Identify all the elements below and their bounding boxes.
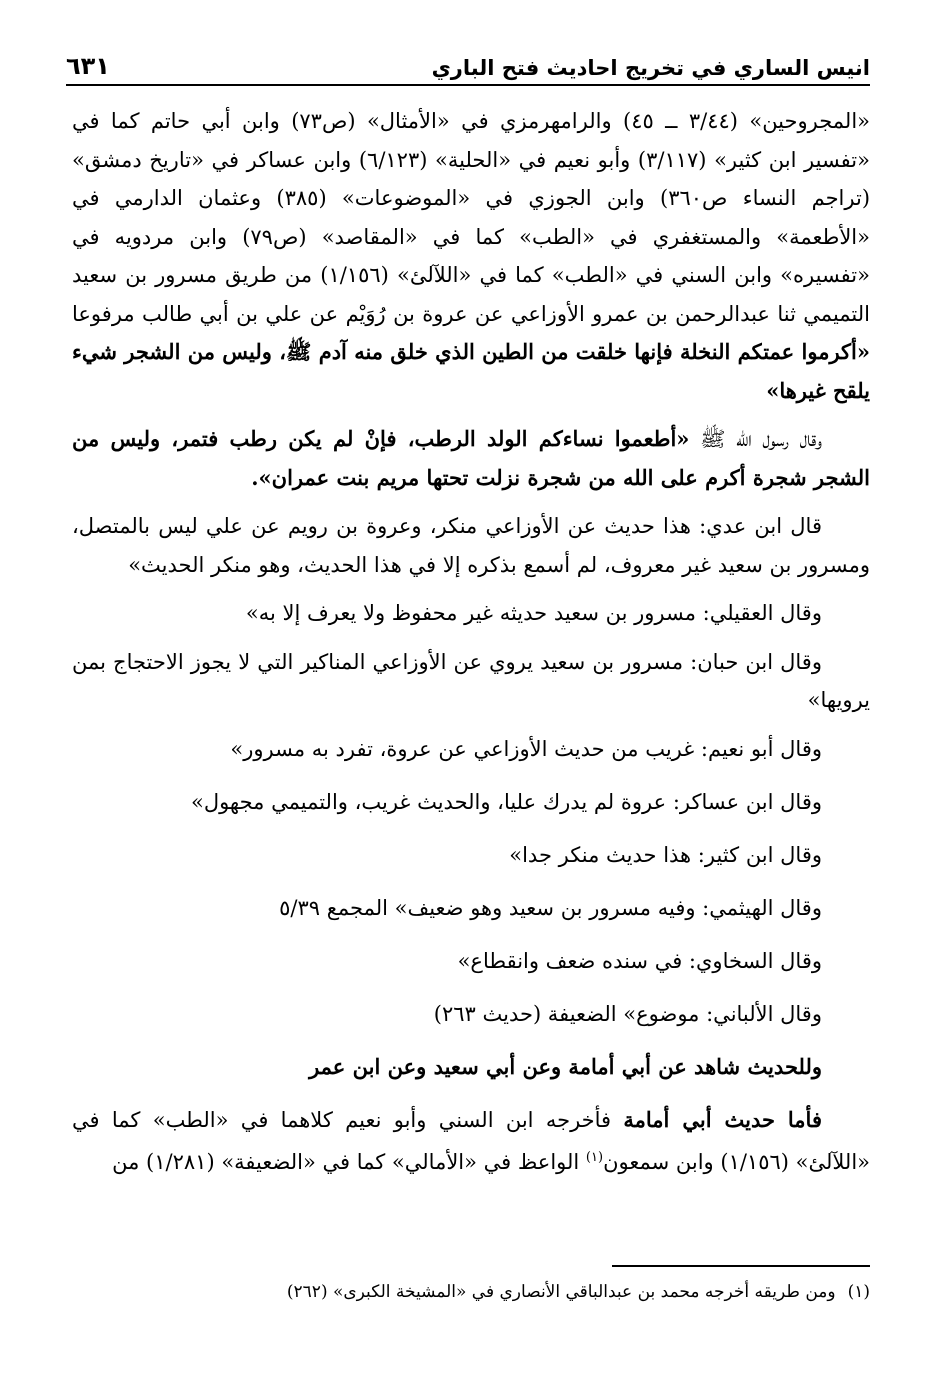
paragraph-ibn-adi: قال ابن عدي: هذا حديث عن الأوزاعي منكر، وعروة بن رويم عن علي ليس بالمتصل، ومسرور بن سعيد غير معروف، لم أسمع بذكره إلا في هذا الحديث، وهو منكر الحديث» xyxy=(72,514,870,577)
abu-umama-heading: فأما حديث أبي أمامة xyxy=(623,1106,822,1132)
footnote-ref[interactable]: (١) xyxy=(585,1150,604,1165)
quote-albani: وقال الألباني: موضوع» الضعيفة (حديث ٢٦٣) xyxy=(433,1001,822,1026)
footnote-divider xyxy=(612,1265,870,1267)
hadith-text-bold: «أكرموا عمتكم النخلة فإنها خلقت من الطين الذي خلق منه آدم ﷺ، وليس من الشجر شيء يلقح غيرها» xyxy=(72,339,870,403)
quote-sakhawi: وقال السخاوي: في سنده ضعف وانقطاع» xyxy=(457,948,822,973)
page-header xyxy=(66,42,870,86)
second-hadith-intro: وقال رسول الله ﷺ xyxy=(689,427,822,451)
quote-haythami: وقال الهيثمي: وفيه مسرور بن سعيد وهو ضعيف» المجمع ٥/٣٩ xyxy=(279,895,822,920)
paragraph-sources xyxy=(72,102,870,410)
quote-ibn-kathir: وقال ابن كثير: هذا حديث منكر جدا» xyxy=(509,842,822,867)
shahid-heading-text: وللحديث شاهد عن أبي أمامة وعن أبي سعيد وعن ابن عمر xyxy=(309,1053,822,1079)
quote-ibn-asakir: وقال ابن عساكر: عروة لم يدرك عليا، والحديث غريب، والتميمي مجهول» xyxy=(190,789,822,814)
paragraph-second-hadith xyxy=(72,420,870,497)
shahid-heading xyxy=(72,1048,870,1087)
paragraph-abu-umama xyxy=(72,1101,870,1182)
running-title: انيس الساري في تخريج احاديث فتح الباري xyxy=(431,56,870,80)
main-text xyxy=(72,102,870,1192)
abu-umama-text-b: الواعظ في «الأمالي» كما في «الضعيفة» (١/٢٨١) من xyxy=(112,1150,586,1174)
paragraph-ibn-hibban: وقال ابن حبان: مسرور بن سعيد يروي عن الأوزاعي المناكير التي لا يجوز الاحتجاج بمن يرويها» xyxy=(72,649,870,712)
footnote-number: (١) xyxy=(847,1282,870,1302)
abu-umama-text-a: فأخرجه ابن السني وأبو نعيم كلاهما في «الطب» كما في «اللآلئ» (١/١٥٦) وابن سمعون xyxy=(72,1107,870,1174)
quote-abu-nuaym: وقال أبو نعيم: غريب من حديث الأوزاعي عن عروة، تفرد به مسرور» xyxy=(230,736,822,761)
second-hadith-text: «أطعموا نساءكم الولد الرطب، فإنْ لم يكن رطب فتمر، وليس من الشجر شجرة أكرم على الله من شجرة نزلت تحتها مريم بنت عمران». xyxy=(72,426,870,490)
paragraph-uqayli: وقال العقيلي: مسرور بن سعيد حديثه غير محفوظ ولا يعرف إلا به» xyxy=(245,601,822,625)
page-number: ٦٣١ xyxy=(66,52,110,80)
footnote-text: ومن طريقه أخرجه محمد بن عبدالباقي الأنصاري في «المشيخة الكبرى» (٢٦٢) xyxy=(286,1282,836,1302)
footnote xyxy=(66,1278,870,1306)
paragraph-sources-text: «المجروحين» (٣/٤٤ ــ ٤٥) والرامهرمزي في «الأمثال» (ص٧٣) وابن أبي حاتم كما في «تفسير ابن كثير» (٣/١١٧) وأبو نعيم في «الحلية» (٦/١٢٣) وابن عساكر في «تاريخ دمشق» (تراجم النساء ص٣٦٠) وابن الجوزي في «الموضوعات» (٣٨٥) وعثمان الدارمي في «الأطعمة» والمستغفري في «الطب» كما في «المقاصد» (ص٧٩) وابن مردويه في «تفسيره» وابن السني في «الطب» كما في «اللآلئ» (١/١٥٦) من طريق مسرور بن سعيد التميمي ثنا عبدالرحمن بن عمرو الأوزاعي عن عروة بن رُوَيْم عن علي بن أبي طالب مرفوعا xyxy=(72,109,871,326)
